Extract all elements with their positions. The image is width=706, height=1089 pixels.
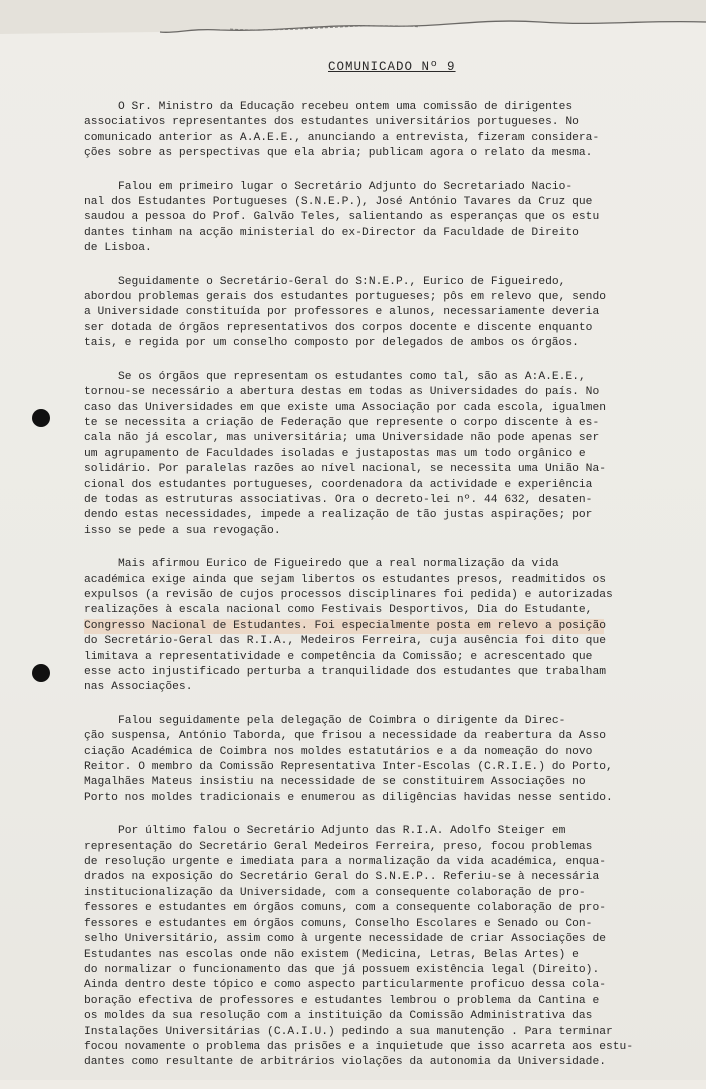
text-line: caso das Universidades em que existe uma Associação por cada escola, igualmen — [84, 401, 607, 414]
text-line: Se os órgãos que representam os estudantes como tal, são as A:A.E.E., — [118, 370, 586, 383]
text-line: associativos representantes dos estudantes universitários portugueses. No — [84, 116, 579, 129]
text-line-highlighted: Congresso Nacional de Estudantes. Foi especialmente posta em relevo a posição — [84, 619, 604, 634]
text-line: expulsos (a revisão de cujos processos disciplinares foi pedida) e autorizadas — [84, 588, 613, 601]
text-line: os moldes da sua resolução com a instituição da Comissão Administrativa das — [84, 1010, 593, 1023]
paragraph-6 — [84, 714, 613, 806]
text-line: Ainda dentro deste tópico e como aspecto particularmente proficuo dessa cola- — [84, 979, 607, 992]
text-line: Magalhães Mateus insistiu na necessidade de se constituirem Associações no — [84, 776, 586, 789]
text-line: Estudantes nas escolas onde não existem (Medicina, Letras, Belas Artes) e — [84, 948, 579, 961]
text-line: ciação Académica de Coimbra nos moldes estatutários e a da nomeação do novo — [84, 745, 593, 758]
text-line: de resolução urgente e imediata para a normalização da vida académica, enqua- — [84, 856, 607, 869]
text-line: de todas as estruturas associativas. Ora o decreto-lei nº. 44 632, desaten- — [84, 493, 593, 506]
text-line: tais, e regida por um conselho composto por delegados de ambos os órgãos. — [84, 337, 579, 350]
text-line: cional dos estudantes portugueses, coordenadora da actividade e experiência — [84, 478, 593, 491]
text-line: do normalizar o funcionamento das que já possuem existência legal (Direito). — [84, 963, 600, 976]
text-line: Mais afirmou Eurico de Figueiredo que a real normalização da vida — [118, 558, 559, 571]
text-line: do Secretário-Geral das R.I.A., Medeiros Ferreira, cuja ausência foi dito que — [84, 635, 607, 648]
text-line: Seguidamente o Secretário-Geral do S:N.E.P., Eurico de Figueiredo, — [118, 275, 566, 288]
text-line: solidário. Por paralelas razões ao nível nacional, se necessita uma União Na- — [84, 463, 607, 476]
text-line: ções sobre as perspectivas que ela abria; publicam agora o relato da mesma. — [84, 147, 593, 160]
punch-hole-upper — [32, 409, 50, 427]
text-line: representação do Secretário Geral Medeiros Ferreira, preso, focou problemas — [84, 840, 593, 853]
text-line: te se necessita a criação de Federação que represente o corpo discente à es- — [84, 416, 600, 429]
text-line: dendo estas necessidades, impede a realização de tão justas aspirações; por — [84, 509, 593, 522]
text-line: fessores e estudantes em órgãos comuns, com a consequente colaboração de pro- — [84, 902, 607, 915]
text-line: a Universidade constituída por professores e alunos, necessariamente deveria — [84, 306, 600, 319]
text-line: ser dotada de órgãos representativos dos corpos docente e discente enquanto — [84, 321, 593, 334]
text-line: dantes tinham na acção ministerial do ex-Director da Faculdade de Direito — [84, 226, 579, 239]
text-line: drados na exposição do Secretário Geral do S.N.E.P.. Referiu-se à necessária — [84, 871, 600, 884]
paragraph-7 — [84, 824, 634, 1071]
text-line: cala não já escolar, mas universitária; uma Universidade não pode apenas ser — [84, 432, 600, 445]
text-line: ção suspensa, António Taborda, que frisou a necessidade da reabertura da Asso — [84, 730, 607, 743]
text-line: Instalações Universitárias (C.A.I.U.) pedindo a sua manutenção . Para terminar — [84, 1025, 613, 1038]
paragraph-3 — [84, 275, 607, 352]
text-line: abordou problemas gerais dos estudantes portugueses; pôs em relevo que, sendo — [84, 291, 607, 304]
torn-paper-edge — [0, 0, 706, 42]
text-line: um agrupamento de Faculdades isoladas e justapostas mas um todo orgânico e — [84, 447, 586, 460]
text-line: Porto nos moldes tradicionais e enumerou as diligências havidas nesse sentido. — [84, 791, 613, 804]
text-line: dantes como resultante de arbitrários violações da autonomia da Universidade. — [84, 1056, 607, 1069]
paragraph-4 — [84, 370, 607, 539]
text-line: comunicado anterior as A.A.E.E., anunciando a entrevista, fizeram considera- — [84, 131, 600, 144]
text-line: esse acto injustificado perturba a tranquilidade dos estudantes que trabalham — [84, 666, 607, 678]
text-line: boração efectiva de professores e estudantes lembrou o problema da Cantina e — [84, 994, 600, 1007]
paragraph-2 — [84, 180, 604, 257]
paragraph-1 — [84, 100, 604, 162]
document-title: COMUNICADO Nº 9 — [328, 60, 456, 74]
text-line: focou novamente o problema das prisões e a inquietude que isso acarreta aos estu- — [84, 1040, 634, 1053]
text-line: Falou seguidamente pela delegação de Coimbra o dirigente da Direc- — [118, 714, 566, 727]
text-line: nas Associações. — [84, 681, 193, 694]
text-line: académica exige ainda que sejam libertos os estudantes presos, readmitidos os — [84, 573, 607, 586]
paragraph-5 — [84, 557, 613, 696]
punch-hole-lower — [32, 664, 50, 682]
text-line: Reitor. O membro da Comissão Representativa Inter-Escolas (C.R.I.E.) do Porto, — [84, 761, 613, 774]
document-body — [84, 100, 634, 1089]
text-line: saudou a pessoa do Prof. Galvão Teles, salientando as esperanças que os estu — [84, 211, 600, 224]
text-line: O Sr. Ministro da Educação recebeu ontem uma comissão de dirigentes — [118, 101, 573, 113]
text-line: isso se pede a sua revogação. — [84, 524, 281, 537]
text-line: institucionalização da Universidade, com a consequente colaboração de pro- — [84, 886, 586, 899]
text-line: de Lisboa. — [84, 242, 152, 255]
text-line: limitava a representatividade e competência da Comissão; e acrescentado que — [84, 650, 593, 663]
text-line: nal dos Estudantes Portugueses (S.N.E.P.), José António Tavares da Cruz que — [84, 196, 593, 209]
text-line: Falou em primeiro lugar o Secretário Adjunto do Secretariado Nacio- — [118, 180, 573, 193]
text-line: Por último falou o Secretário Adjunto das R.I.A. Adolfo Steiger em — [118, 825, 566, 838]
text-line: selho Universitário, assim como à urgente necessidade de criar Associações de — [84, 933, 607, 946]
text-line: realizações à escala nacional como Festivais Desportivos, Dia do Estudante, — [84, 604, 593, 617]
text-line: fessores e estudantes em órgãos comuns, Conselho Escolares e Senado ou Con- — [84, 917, 593, 930]
text-line: tornou-se necessário a abertura destas em todas as Universidades do país. No — [84, 386, 600, 399]
